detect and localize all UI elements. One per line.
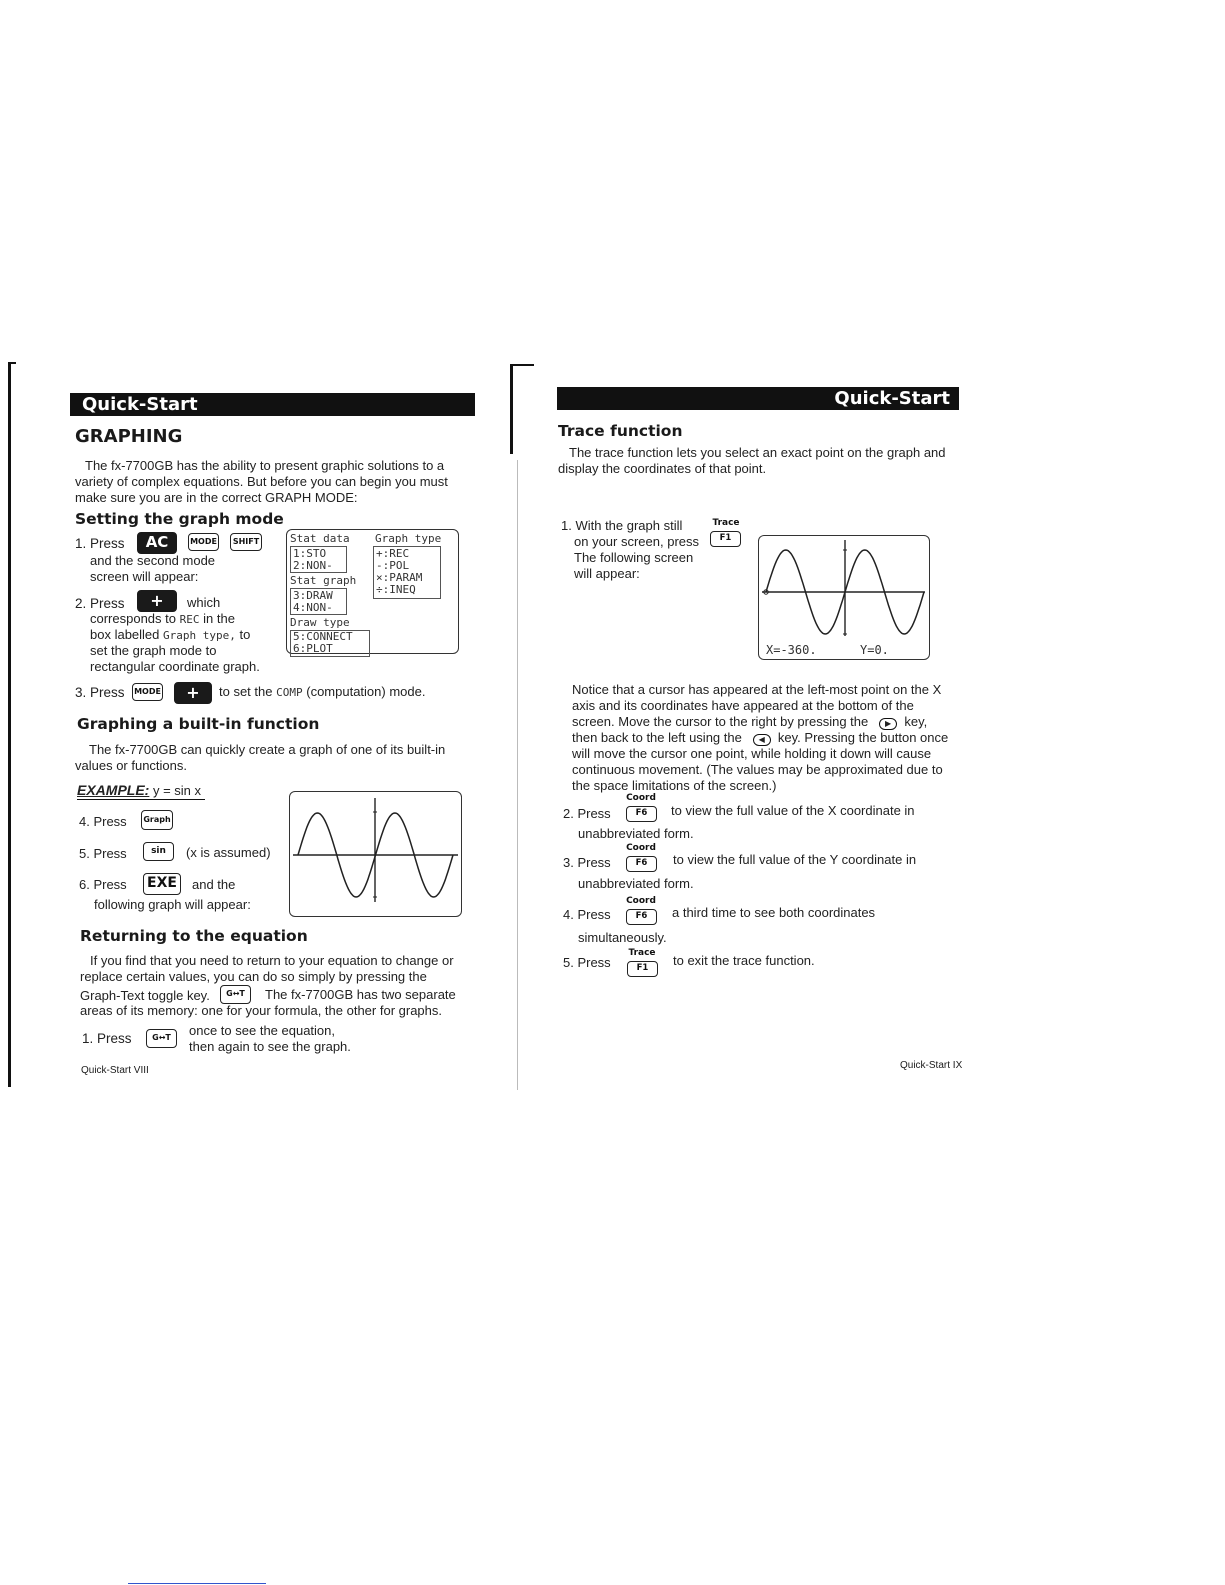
step3-end: (computation) mode. <box>306 684 426 699</box>
step2-line-4: set the graph mode to <box>90 643 217 658</box>
mode-key-2: MODE <box>132 683 163 701</box>
step2-suffix: which <box>187 595 221 610</box>
left-banner <box>70 393 475 416</box>
step1-line-3: screen will appear: <box>90 569 199 584</box>
returning-line-1: If you find that you need to return to your equation to change or <box>90 953 454 968</box>
sine-graph <box>290 792 460 914</box>
builtin-step-6: 6. Press <box>79 877 127 892</box>
step6-line-2: following graph will appear: <box>94 897 251 912</box>
step1-continuation <box>90 553 215 585</box>
step2-line-3 <box>90 627 280 643</box>
sto-option: 1:STO <box>293 547 327 560</box>
right-banner <box>557 387 959 410</box>
left-footer: Quick-Start VIII <box>81 1065 149 1076</box>
ineq-option: ÷:INEQ <box>376 583 416 596</box>
step1-line-2: and the second mode <box>90 553 216 568</box>
notice-line-5: will move the cursor one point, while holding it down will cause <box>572 746 932 761</box>
step6-end: and the <box>192 877 236 892</box>
notice-line-3-text: screen. Move the cursor to the right by pressing the <box>572 714 869 729</box>
trace-graph <box>759 536 928 636</box>
trace-x-readout: X=-360. <box>766 643 817 657</box>
notice-line-7: the space limitations of the screen.) <box>572 778 777 793</box>
returning-line-4: areas of its memory: one for your formula, the other for graphs. <box>80 1003 442 1018</box>
step2-l2-text: corresponds to <box>90 611 176 626</box>
notice-line-1: Notice that a cursor has appeared at the left-most point on the X <box>572 682 942 697</box>
notice-line-4-text: then back to the left using the <box>572 730 742 745</box>
trace-step-5-end: to exit the trace function. <box>673 953 815 968</box>
right-arrow-icon: ▶ <box>879 718 897 730</box>
returning-step-1: 1. Press <box>82 1031 132 1046</box>
trace-y-readout: Y=0. <box>860 643 889 657</box>
f1-key: F1 <box>710 531 741 547</box>
center-fold-line <box>517 460 518 1090</box>
step1-prefix: 1. Press <box>75 536 125 551</box>
coord-label-3: Coord <box>626 843 656 853</box>
builtin-intro <box>75 742 475 774</box>
mode-screen <box>286 529 459 654</box>
f1-key-5: F1 <box>627 961 658 977</box>
trace-step-2-end: to view the full value of the X coordinate in <box>671 803 915 818</box>
plot-option: 6:PLOT <box>293 642 333 655</box>
right-footer: Quick-Start IX <box>900 1060 963 1071</box>
gt-key-2: G↔T <box>146 1029 177 1048</box>
sine-graph-screen <box>289 791 462 917</box>
setting-step-3 <box>75 685 125 701</box>
trace-intro-2: display the coordinates of that point. <box>558 461 767 476</box>
trace-label-5: Trace <box>628 948 656 958</box>
connect-option: 5:CONNECT <box>293 630 353 643</box>
returning-body <box>80 953 480 985</box>
left-arrow-icon: ◀ <box>753 734 771 746</box>
pol-option: -:POL <box>376 559 410 572</box>
trace-step-3: 3. Press <box>563 855 611 870</box>
center-fold-mark <box>510 364 513 454</box>
example-label: EXAMPLE: <box>77 782 150 798</box>
coord-label-2: Coord <box>626 793 656 803</box>
left-banner-text: Quick-Start <box>82 394 198 415</box>
step2-l2-end: in the <box>203 611 235 626</box>
trace-step-2: 2. Press <box>563 806 611 821</box>
notice-line-3 <box>572 714 972 730</box>
trace-step-4: 4. Press <box>563 907 611 922</box>
example-underline <box>77 799 205 800</box>
returning-step1-a: once to see the equation, <box>189 1023 336 1038</box>
trace-step1-l2: on your screen, press <box>574 534 700 549</box>
trace-step-1 <box>561 518 721 582</box>
returning-line-2: replace certain values, you can do so simply by pressing the <box>80 969 427 984</box>
rec-code: REC <box>179 613 200 626</box>
comp-code: COMP <box>276 686 303 699</box>
left-binding-mark <box>8 362 11 1087</box>
returning-line-3b: The fx-7700GB has two separate <box>265 987 456 1002</box>
builtin-intro-1: The fx-7700GB can quickly create a graph of one of its built-in <box>89 742 446 757</box>
rec-option: +:REC <box>376 547 410 560</box>
trace-step1-l1: 1. With the graph still <box>561 518 683 533</box>
step2-l3-end: to <box>239 627 251 642</box>
graphing-intro <box>75 458 475 506</box>
returning-step1-b: then again to see the graph. <box>189 1039 351 1054</box>
trace-step-3-end: to view the full value of the Y coordinate in <box>673 852 917 867</box>
trace-step-2-l2: unabbreviated form. <box>578 826 694 841</box>
notice-line-4-end: key. Pressing the button once <box>777 730 949 745</box>
f6-key-4: F6 <box>626 909 657 925</box>
trace-step1-l4: will appear: <box>574 566 640 581</box>
param-option: ×:PARAM <box>376 571 423 584</box>
trace-key-label: Trace <box>712 518 740 528</box>
returning-line-3a: Graph-Text toggle key. <box>80 988 210 1003</box>
setting-step-2 <box>75 596 125 612</box>
ac-key: AC <box>137 532 177 554</box>
builtin-step-4: 4. Press <box>79 814 127 829</box>
mode-key: MODE <box>188 533 219 551</box>
returning-heading: Returning to the equation <box>80 927 308 945</box>
shift-key: SHIFT <box>230 533 262 551</box>
non-option-1: 2:NON- <box>293 559 333 572</box>
stat-graph-label: Stat graph <box>290 574 357 587</box>
notice-line-2: axis and its coordinates have appeared at the bottom of the <box>572 698 914 713</box>
trace-step-3-l2: unabbreviated form. <box>578 876 694 891</box>
trace-step-4-end: a third time to see both coordinates <box>672 905 876 920</box>
notice-line-4 <box>572 730 972 746</box>
notice-line-6: continuous movement. (The values may be approximated due to <box>572 762 943 777</box>
gt-key: G↔T <box>220 985 251 1004</box>
trace-intro-1: The trace function lets you select an exact point on the graph and <box>569 445 946 460</box>
graph-key: Graph <box>141 810 173 830</box>
trace-step1-l3: The following screen <box>574 550 694 565</box>
notice-paragraph <box>572 682 972 794</box>
stat-data-label: Stat data <box>290 532 350 545</box>
coord-label-4: Coord <box>626 896 656 906</box>
trace-graph-screen <box>758 535 930 660</box>
center-fold-top <box>510 364 534 366</box>
graph-type-label: Graph type <box>375 532 442 545</box>
scan-artifact <box>128 1583 266 1584</box>
setting-heading: Setting the graph mode <box>75 510 284 528</box>
builtin-intro-2: values or functions. <box>75 758 188 773</box>
step3-mid: to set the <box>219 684 273 699</box>
step2-line-5: rectangular coordinate graph. <box>90 659 260 674</box>
trace-step-5: 5. Press <box>563 955 611 970</box>
trace-intro <box>558 445 963 477</box>
trace-step-4-l2: simultaneously. <box>578 930 667 945</box>
returning-step-1-text <box>189 1023 351 1055</box>
right-banner-text: Quick-Start <box>834 388 950 409</box>
trace-heading: Trace function <box>558 422 683 440</box>
non-option-2: 4:NON- <box>293 601 333 614</box>
plus-key-2: + <box>174 682 212 704</box>
draw-type-label: Draw type <box>290 616 350 629</box>
step3-tail <box>219 684 425 700</box>
step2-prefix: 2. Press <box>75 596 125 611</box>
builtin-heading: Graphing a built-in function <box>77 715 320 733</box>
draw-option: 3:DRAW <box>293 589 333 602</box>
step2-l3-text: box labelled <box>90 627 160 642</box>
f6-key-2: F6 <box>626 806 657 822</box>
notice-key-word: key, <box>904 714 928 729</box>
step2-line-2 <box>90 611 280 627</box>
intro-line-3: make sure you are in the correct GRAPH MODE: <box>75 490 358 505</box>
graph-type-code: Graph type, <box>163 629 236 642</box>
intro-line-2: variety of complex equations. But before you can begin you must <box>75 474 448 489</box>
left-corner-mark <box>8 362 16 364</box>
step3-prefix: 3. Press <box>75 685 125 700</box>
example-equation: y = sin x <box>152 783 202 798</box>
plus-key: + <box>137 590 177 612</box>
f6-key-3: F6 <box>626 856 657 872</box>
step2-continuation <box>90 611 280 675</box>
example-line <box>77 782 201 799</box>
step5-note: (x is assumed) <box>186 845 271 860</box>
sin-key: sin <box>143 842 174 861</box>
intro-line-1: The fx-7700GB has the ability to present graphic solutions to a <box>85 458 445 473</box>
page-title: GRAPHING <box>75 426 183 447</box>
exe-key: EXE <box>143 873 181 895</box>
builtin-step-5: 5. Press <box>79 846 127 861</box>
